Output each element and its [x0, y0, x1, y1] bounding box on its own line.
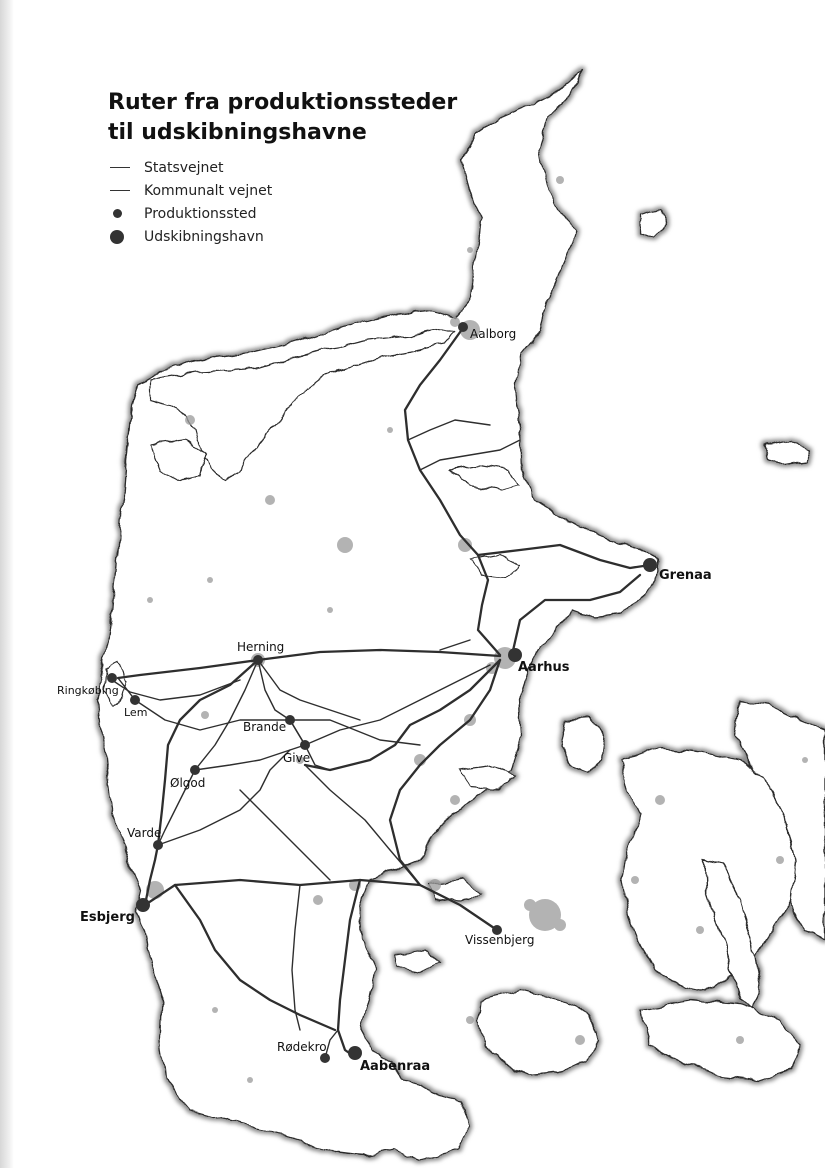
label-vissenbjerg: Vissenbjerg [465, 933, 535, 947]
map-title-line-2: til udskibningshavne [108, 120, 367, 145]
marker-esbjerg [136, 898, 150, 912]
legend-label: Statsvejnet [144, 159, 224, 176]
label-lem: Lem [124, 706, 148, 719]
label-herning: Herning [237, 640, 285, 654]
large-dot-icon [108, 230, 136, 244]
marker-give [300, 740, 310, 750]
small-dot-icon [108, 207, 136, 221]
marker-aalborg [458, 322, 468, 332]
marker-aabenraa [348, 1046, 362, 1060]
label-give: Give [283, 751, 311, 765]
marker-rodekro [320, 1053, 330, 1063]
label-esbjerg: Esbjerg [80, 910, 135, 925]
label-aarhus: Aarhus [518, 660, 570, 675]
map-title-line-1: Ruter fra produktionssteder [108, 90, 458, 115]
label-varde: Varde [127, 826, 162, 840]
marker-herning [253, 655, 263, 665]
thin-line-icon [108, 184, 136, 198]
label-olgod: Ølgod [170, 776, 206, 790]
marker-grenaa [643, 558, 657, 572]
als-landmass [478, 990, 600, 1075]
marker-olgod [190, 765, 200, 775]
aero-landmass [640, 1000, 800, 1080]
thick-line-icon [108, 161, 136, 175]
map-title [108, 88, 468, 148]
marker-brande [285, 715, 295, 725]
label-rodekro: Rødekro [277, 1040, 327, 1054]
label-aabenraa: Aabenraa [360, 1059, 431, 1074]
samso-landmass [560, 718, 605, 772]
marker-lem [130, 695, 140, 705]
small-island [640, 210, 668, 238]
marker-ringkobing [107, 673, 117, 683]
legend-item-udskibningshavn [108, 225, 272, 248]
anholt-landmass [765, 440, 810, 465]
legend-item-statsvejnet [108, 156, 272, 179]
legend [108, 156, 272, 248]
legend-label: Kommunalt vejnet [144, 182, 273, 199]
legend-item-kommunalt-vejnet [108, 179, 272, 202]
haderslev-fjord [395, 950, 440, 972]
label-brande: Brande [243, 720, 287, 734]
label-ringkobing: Ringkøbing [57, 684, 119, 697]
label-grenaa: Grenaa [659, 568, 712, 583]
legend-label: Produktionssted [144, 205, 257, 222]
marker-varde [153, 840, 163, 850]
label-aalborg: Aalborg [470, 327, 517, 341]
legend-label: Udskibningshavn [144, 228, 264, 245]
legend-item-produktionssted [108, 202, 272, 225]
